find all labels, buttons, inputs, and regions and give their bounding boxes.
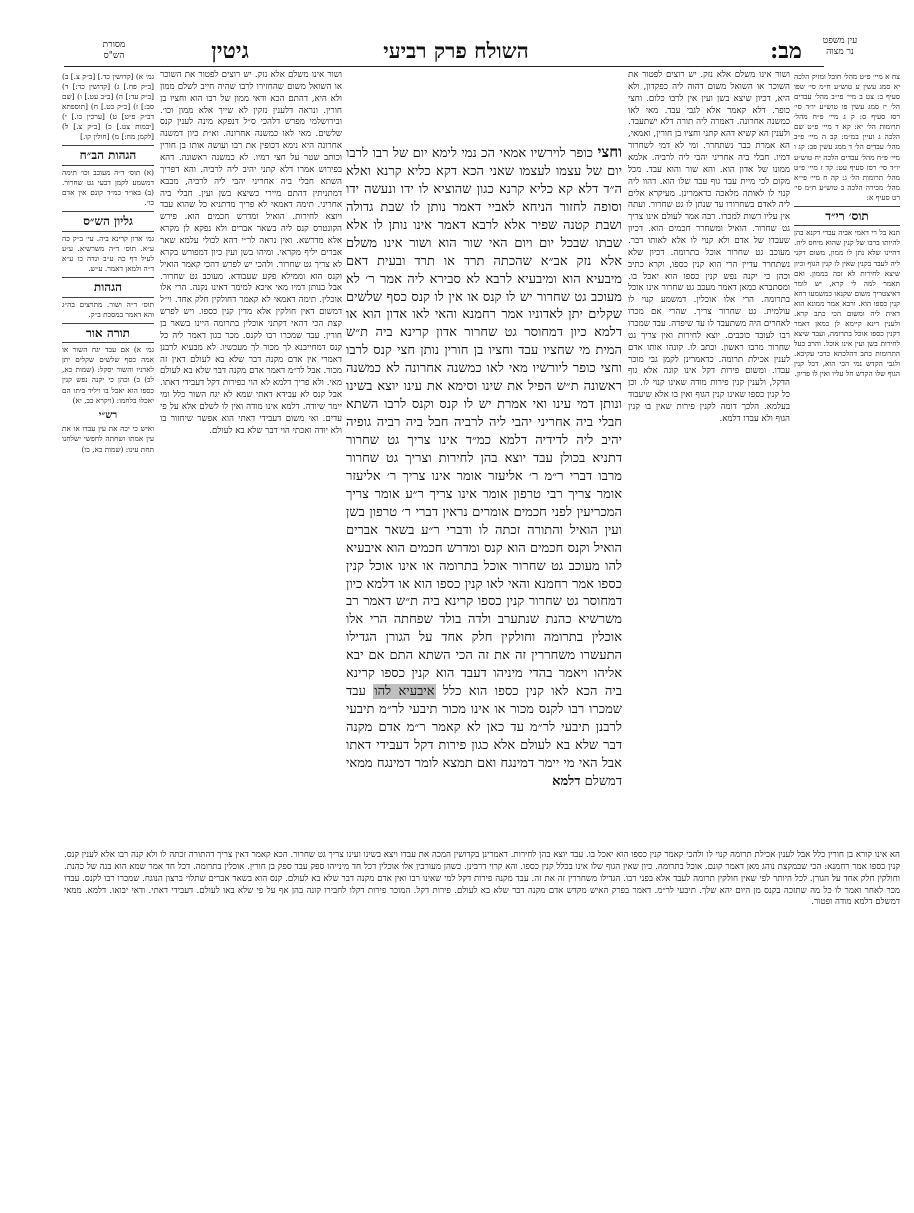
ein-mishpat-text: צח א מיי׳ פ״ט מהל׳ חובל ומזיק הלכה יא סמג עשין ע טוש״ע ח״מ סי׳ שפו סעיף ב: צט ב מיי׳ פי״ב מהל׳ עבדים הל׳ יז סמג עשין פו טוש״ע יו״ד סי׳ רסז סעיף ס: ק ג מיי׳ פ״ח מהל׳ תרומות הל׳ יא: קא ד מיי׳ פ״ט שם הלכה ג ועיין במ״מ: קב ה מיי׳ פ״ב מהל׳ עבדים הל׳ ד ממג עשין פב: קג ו מיי׳ פ״ח מהל׳ עבדים הלכה יח טוש״ע יו״ד סי׳ רסז סעיף עט: קד ז מיי׳ פ״ט מהל׳ תרומות הל׳ ג: קה ח מיי׳ פי״א מהל׳ מכירה הלכה ב טוש״ע ח״מ סי׳ רט סעיף א: (794, 72, 900, 202)
header-rule (64, 66, 824, 67)
bottom-commentary (64, 850, 900, 1018)
ein-mishpat-label: עין משפט נר מצוה (822, 36, 858, 57)
mesorah-column (62, 72, 154, 842)
gilyon-hashas-text: גמ׳ אדון קרינא ביה. עי׳ ב״ק כה ע״א. תוס׳ ד״ה משרשיא. ע״ע לעיל דף כה ע״ב ונדה כו ע״א ד״ה ולמאן דאמר. ע״ש. (62, 233, 154, 273)
gemara-text-continued: עבד שמכרו רבו לקנס מכור או אינו מכור תיבעי לר״מ תיבעי לרבנן תיבעי לר״מ עד כאן לא קאמר ר״מ אדם מקנה דבר שלא בא לעולם אלא כגון פירות דקל דעבידי דאתו אבל האי מי יימר דמינגח ואם תמצא לומר דמינגח ממאי דמשלם (346, 684, 622, 789)
gemara-column (346, 142, 622, 838)
gemara-end-word: דלמא (552, 773, 581, 789)
tosafot-text: ושור אינו משלם אלא נזק. יש רוצים לפטור את השוכר או השואל משום שהחזירו לרבו שהיה חייב לשלם ממון ולא היא, דהתם הכא ודאי ממון של רבו הוא וחציו בן חורין. ונראה דלענין נזקין לא שייך אלא ממון וכו׳. ובירושלמי מפרש דלהכי ס״ל דנפקא מינה לענין קנס שלשים. מאי לאו כמשנה אחרונה. וא״ת כיון דמשנה אחרונה היא נימא דכופין את רבו ועושה אותו בן חורין וכותב שטר על חצי דמיו. לא כמשנה ראשונה. דהא בפירוש אמרו דלא קתני יהיב ליה לרביה. והא דפריך השתא חבלי ביה אחריני יהבי ליה לרביה, מבבא דמתניתין דהתם מיירי כשיצא בשן ועין. חבלי ביה אחריני. תימה דאמאי לא פריך מדתניא כל שהוא עבד ויוצא לחירות. הואיל ומדרש חכמים הוא. פירש הקונטרס קנס ליה בשאר אברים ולא נפקא לן מקרא אלא מדרשא. ואין נראה לר״י דהא לכולי עלמא שאר אברים יליף מקראי. ומיהו בשן ועין כיון דמפורש בקרא לא צריך גט שחרור. ולהכי יש לפרש דהכי קאמר הואיל וקנס הוא וממילא פקע שעבודא. מעוכב גט שחרור. אבל בנותן דמיו מאי איכא למימר דאינו נקנה. הרי אלו אוכלין. תימה דאמאי לא קאמר דחולקין חלק אחד. וי״ל דמשום דאין חולקין אלא מדין קנין כספו. ויש לפרש קצת הכי דהאי דקתני אוכלין בתרומה היינו בשאר בן חורין. עבד שמכרו רבו לקנס. מכר כגון דאמר ליה כל קנס דמחייבנא לך מכור לך מעכשיו. לא מבעיא לרבנן דאמרי אין אדם מקנה דבר שלא בא לעולם דאין זה מכור. אבל לר״מ דאמר אדם מקנה דבר שלא בא לעולם מאי. ולא פריך דלמא לא הוי כפירות דקל דעבידי דאתו. אבל קנס לא עבידא דאתי שמא לא יגח השור כלל ומי יימר שיודה. דלמא אינו מודה ואין לו לשלם אלא על פי עדים. ואי משום דעבידי דאתי הוא אפשר שיחזור בו ולא יודה ואכתי הוי דבר שלא בא לעולם. (160, 70, 342, 436)
mesorah-label: מסורת הש"ס (102, 40, 126, 61)
rashi-text: ושור אינו משלם אלא נזק. יש רוצים לפטור את השוכר או השואל משום דהוה ליה כפקדון, ולא היא, דכיון שיצא בשן ועין אין לרבו כלום. וחצי כופר. דלא קאמר אלא לגבי עבד. מאי לאו כמשנה אחרונה. דאמרה ליה תורה דלא ישתעבד. ולענין הא קשיא דהא קתני וחציו בן חורין, ואמאי, הא אמרת כבר נשתחרר. ומי לא דמי לשחרור דמיו. חבלי ביה אחריני יהבי ליה לרביה. אלמא ממונו של אדון הוא. והא שור והוא עבד. מכל מקום לכי מיית עבד גוף עבד שלו הוא. דהוו ליה קנוי לו לאותה מלאכה כדאמרינן. מעיקרא אלים ליה לאדם בשחרורו עד שנתן לו גט שחרור. ועתה אין עליו רשות למכרו. רבה אמר לעולם אינו צריך גט שחרור. הואיל ומשחרר חכמים הוא. דכיון שעבדו של אדם ולא קנוי לו אלא לאותו דבר. מעוכב גט שחרור אוכל בתרומה. דכיון שלא נשתחרר עדיין הרי הוא קנין כספו, וקרא כתיב וכהן כי יקנה נפש קנין כספו הוא יאכל בו. ומסתברא כמאן דאמר מעכב גט שחרור אינו אוכל בתרומה. הרי אלו אוכלין. דמשמע קנוי לו עולמית. גט שחרור צריך. שהרי אם מכרו לאחרים היה משתעבד לו עד שיפדה. עבד שמכרו רבו לעובד כוכבים. יוצא לחירות ואין צריך גט שחרור מרבו ראשון. וכתב לו. קונהו אותו אדם לענין אכילת תרומה. כדאמרינן לקמן גבי מוכר עבדו. ומשום פירות דקל אינו קונה אלא גוף הדקל, ולענין קנין פירות מודה שאינו קנוי לו. וכן כל קנין כספו שאינו קנין הגוף ואין בו אלא שיעבוד בעלמא. הלכך דומה לקנין פירות שאין בו קנין הגוף ולא עבדו דלמא. (628, 70, 790, 424)
hagahot-text: תוס׳ ד״ה ושור. מתרצים בה״ג והא דאמר במסכת ב״ק. (62, 299, 154, 319)
ein-mishpat-column (794, 72, 900, 842)
mesorah-refs: גמ׳ א) [קדושין כד.] [ב״ק צ.] ב) [ב״ק פח.] ג) [קדושין כד:] ד) [ב״ק עד:] ה) [ב״ב עט.] ו) [שם סב:] ז) [כ״ק כט.] ח) [תוספתא דב״ק פ״ט] ט) [ערכין כו.] י) [יבמות צט.] כ) [ב״ק צ.] ל) [לקמן מח:] מ) [חולין קו.] (62, 72, 154, 142)
hagahot-title: הגהות (62, 277, 154, 298)
tractate-title: גיטין (211, 38, 249, 64)
highlighted-phrase: איבעיא להו (374, 684, 435, 700)
folio-number: מב: (770, 38, 802, 64)
bottom-commentary-text: הא אינו קורא בן חורין כלל אבל לענין אכילת תרומה קנוי לו ולהכי קאמר קנין כספו הוא יאכל בו. עבד יוצא בהן לחירות. דאמרינן בקדושין המכה את עבדו ויצא בשינו ועינו צריך גט שחרור. הכא קאמר דאין צריך דהתורה זכתה לו ולא קנה רבו אלא לענין קנס. קנין כספו אמר רחמנא: הכי שבמקצת נוהג מאן דאמר קונם. אוכל בתרומה. כיון שאין הגוף שלו אינו בכלל קנין כספו. והא קרוי דרבינן. כשהן מעורבין אלו אוכלין דכל חד מינייהו ספק עבד ספק בן חורין. אוכלין בתרומה. דכל חד אמר שמא הוא בנה של כהנת. וחולקין חלק אחד על הגורן. לכל היותר לפי שאין חולקין תרומה לעבד אלא בפני רבו. הגדילו משחררין זה את זה. עבד מקנה פירות דקל למי שאינו רבו ואין אדם מקנה דבר שלא בא לעולם. קנס הוא בשאר אברים שתלוי ברצון הנוגח. שמכרו רבו לקנס. עבדו מכר לאחר ואמר לו כל מה שתזכה בקנס מן היום יהא שלך. תיבעי לר״מ. דאמר בפרק האיש מקדש אדם מקנה דבר שלא בא לעולם. פירות דקל. המוכר פירות דקלו לחבירו קונה בהן אף על פי שלא באו לעולם. דעבידי דאתי. ודאי יבואו. דלמא. ממאי דמשלם דלמא מודה ופטור. (64, 850, 900, 908)
hagahot-habach-text: (א) תוס׳ ד״ה מעוכב וכו׳ תימה דמשמע לקמן דבעי גט שחרור. (ב) באו״ד כמ״ד קונם אין אדם כו׳. (62, 167, 154, 208)
gemara-body (346, 142, 622, 791)
gemara-text: כופר לוירשיו אמאי הכ נמי לימא יום של רבו לרבו יום של עצמו לעצמו שאני הכא דקא כליא קרנא ואלא ה״ד דלא קא כליא קרנא כגון שהוציא לו ידו ונעשה ידו וסופה לחזור הניחא לאביי דאמר נותן לו שבת גדולה ושבת קטנה שפיר אלא לרבא דאמר אינו נותן לו אלא שבתו שבכל יום ויום האי שור הוא ושור אינו משלם אלא נזק אב״א שהכתה תרד או תרד ובעית דאם מיבעיא הוא ומיבעיא לרבא לא סבירא ליה אמר ר׳ לא מעוכב גט שחרור יש לו קנס או אין לו קנס כסף שלשים שקלים יתן לאדוניו אמר רחמנא והאי לאו אדון הוא או דלמא כיון דמחוסר גט שחרור אדון קרינא ביה ת״ש המית מי שחציו עבד וחציו בן חורין נותן חצי קנס לרבו וחצי כופר ליורשיו מאי לאו כמשנה אחרונה לא כמשנה ראשונה ת״ש הפיל את שינו וסימא את עינו יוצא בשינו ונותן דמי עינו ואי אמרת יש לו קנס וקנס לרבו השתא חבלי ביה אחריני יהבי ליה לרביה חבל ביה רביה גופיה יהיב ליה לדידיה דלמא כמ״ד אינו צריך גט שחרור דתניא בכולן עבד יוצא בהן לחירות וצריך גט שחרור מרבו דברי ר״מ ר׳ אליעזר אומר אינו צריך ר׳ אליעזר אומר צריך רבי טרפון אומר אינו צריך ר״ע אומר צריך המכריעין לפני חכמים אומרים נראין דברי ר׳ טרפון בשן ועין הואיל והתורה זכתה לו ודברי ר״ע בשאר אברים הואיל וקנס חכמים הוא קנס ומדרש חכמים הוא איבעיא להו מעוכב גט שחרור אוכל בתרומה או אינו אוכל קנין כספו אמר רחמנא והאי לאו קנין כספו הוא או דלמא כיון דמחוסר גט שחרור קנין כספו קרינא ביה ת״ש דאמר רב משרשיא כהנת שנתערב ולדה בולד שפחתה הרי אלו אוכלין בתרומה וחולקין חלק אחד על הגורן הגדילו התעשרו משחררין זה את זה הכי השתא התם אם יבא אליהו ויאמר בהדי מיניהו דעבד הוא קנין כספו קרינא ביה הכא לאו קנין כספו הוא כלל (346, 146, 622, 700)
rashi-note-text: ואיש כי יכה את עין עבדו או את עין אמתו ושחתה לחפשי ישלחנו תחת עינו: (שמות כא, כו) (62, 424, 154, 454)
rashi-column (628, 70, 790, 840)
gilyon-hashas-title: גליון הש״ס (62, 211, 154, 232)
torah-or-title: תורה אור (62, 323, 154, 344)
torah-or-text: גמ׳ א) אם עבד יגח השור או אמה כסף שלשים שקלים יתן לאדניו והשור יסקל: (שמות כא, לב) ב) וכהן כי יקנה נפש קנין כספו הוא יאכל בו ויליד ביתו הם יאכלו בלחמו: (ויקרא כב, יא) (62, 345, 154, 405)
tosafot-rid-title: תוס׳ רי״ד (794, 206, 900, 227)
hagahot-habach-title: הגהות הב״ח (62, 145, 154, 166)
rashi-note-title: רש״י (98, 409, 118, 421)
tosafot-column (160, 70, 342, 840)
tosafot-rid-text: תנא בל רי דאמי אביה עבדי דקנא בהן להיותו ברבו של קנין שהוא מיחס ליה. דהיינו שלא נתן לו ממון, משום דקני ליה לעבד בקנין שאין לו קנין הגוף וכיון שיצא לחירות לא זכה בממון. ואם תאמר למה לי קרא, יש לומר דאיצטריך משום שקנאו כמשמעו דהא קנין כספו הוא. ורבא אמר ממונא הוא דאית ליה ומשום הכי כתב קרא. ולענין דינא קיימא לן כמאן דאמר דקנין כספו אוכל בתרומה, ועבד שיצא לחירות בשן ועין אינו אוכל. והרב בעל התרומות כתב דהלכתא כרבי עקיבא. ולגבי הקדש נמי הכי הוא, דכל קנין הגוף שלו הקדש חל עליו ואין לו פדיון. (794, 228, 900, 379)
chapter-title: השולח פרק רביעי (383, 38, 529, 63)
gemara-lead-word: וחצי (597, 143, 622, 161)
